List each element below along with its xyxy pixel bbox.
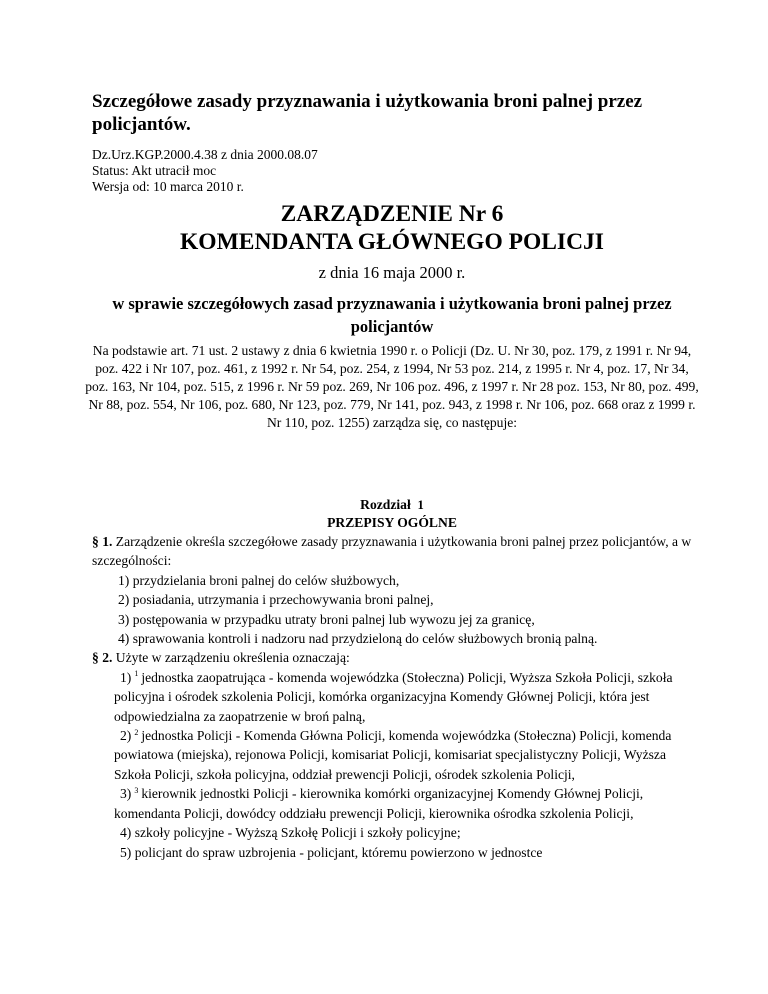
definition-number: 2) [120,728,132,744]
definition-item [92,843,692,862]
ordinance-subject: w sprawie szczegółowych zasad przyznawania i użytkowania broni palnej przez policjantów [112,294,672,336]
footnote-marker[interactable]: 3 [134,785,139,795]
document-metadata [92,147,318,195]
section-1 [92,532,692,571]
ordinance-number: ZARZĄDZENIE Nr 6 [280,201,504,227]
section-1-symbol: § 1. [92,534,113,549]
document-body [92,532,692,862]
definition-number: 1) [120,669,132,685]
list-item: 4) sprawowania kontroli i nadzoru nad przydzieloną do celów służbowych bronią palną. [118,631,598,647]
document-version: Wersja od: 10 marca 2010 r. [92,179,244,194]
definition-text: szkoły policyjne - Wyższą Szkołę Policji i szkoły policyjne; [134,825,461,841]
definition-text: jednostka Policji - Komenda Główna Policji, komenda wojewódzka (Stołeczna) Policji, komenda powiatowa (miejska), rejonowa Policji, komisariat Policji, komisariat specjalistyczny Policji, Wyższa Szkoła Policji, szkoła policyjna, oddział prewencji Policji, ośrodek szkolenia Policji, [114,728,672,782]
footnote-marker[interactable]: 1 [134,669,139,679]
section-2-symbol: § 2. [92,650,113,666]
preamble: Na podstawie art. 71 ust. 2 ustawy z dnia 6 kwietnia 1990 r. o Policji (Dz. U. Nr 30, poz. 179, z 1991 r. Nr 94, poz. 422 i Nr 107, poz. 461, z 1992 r. Nr 54, poz. 254, z 1994, Nr 53 poz. 214, z 1995 r. Nr 4, poz. 17, Nr 34, poz. 163, Nr 104, poz. 515, z 1996 r. Nr 59 poz. 269, Nr 106 poz. 496, z 1997 r. Nr 28 poz. 153, Nr 80, poz. 499, Nr 88, poz. 554, Nr 106, poz. 680, Nr 123, poz. 779, Nr 141, poz. 943, z 1998 r. Nr 106, poz. 668 oraz z 1999 r. Nr 110, poz. 1255) zarządza się, co następuje: [85,343,699,430]
definition-text: kierownik jednostki Policji - kierownika komórki organizacyjnej Komendy Głównej Policji, komendanta Policji, dowódcy oddziału prewencji Policji, kierownika ośrodka szkolenia Policji, [114,786,644,821]
ordinance-heading [92,200,692,256]
section-2 [92,648,692,667]
chapter-label [92,496,692,514]
chapter-number: 1 [417,498,424,512]
chapter-title: PRZEPISY OGÓLNE [327,515,457,530]
section-1-text: Zarządzenie określa szczegółowe zasady przyznawania i użytkowania broni palnej przez policjantów, a w szczególności: [92,534,692,569]
definition-number: 3) [120,786,132,802]
document-status: Status: Akt utracił moc [92,163,217,178]
ordinance-date: z dnia 16 maja 2000 r. [318,263,466,282]
definition-item [92,668,692,726]
definition-number: 4) [120,825,132,841]
definition-text: jednostka zaopatrująca - komenda wojewódzka (Stołeczna) Policji, Wyższa Szkoła Policji, szkoła policyjna i ośrodek szkolenia Policji, komórka organizacyjna Komendy Głównej Policji, która jest odpowiedzialna za zaopatrzenie w broń palną, [114,669,673,724]
footnote-marker[interactable]: 2 [134,727,139,737]
definition-item [92,726,692,784]
ordinance-issuer: KOMENDANTA GŁÓWNEGO POLICJI [180,229,604,255]
list-item: 1) przydzielania broni palnej do celów służbowych, [118,572,400,588]
section-2-text: Użyte w zarządzeniu określenia oznaczają: [115,650,350,666]
chapter-heading [92,496,692,532]
document-reference: Dz.Urz.KGP.2000.4.38 z dnia 2000.08.07 [92,147,318,162]
list-item: 2) posiadania, utrzymania i przechowywania broni palnej, [118,592,434,608]
chapter-label-text: Rozdział [360,497,411,512]
definition-item [92,823,692,842]
definition-number: 5) [120,844,132,860]
list-item: 3) postępowania w przypadku utraty broni palnej lub wywozu jej za granicę, [118,611,535,627]
definition-text: policjant do spraw uzbrojenia - policjant, któremu powierzono w jednostce [134,844,543,860]
definition-item [92,784,692,823]
document-title: Szczegółowe zasady przyznawania i użytkowania broni palnej przez policjantów. [92,91,643,135]
